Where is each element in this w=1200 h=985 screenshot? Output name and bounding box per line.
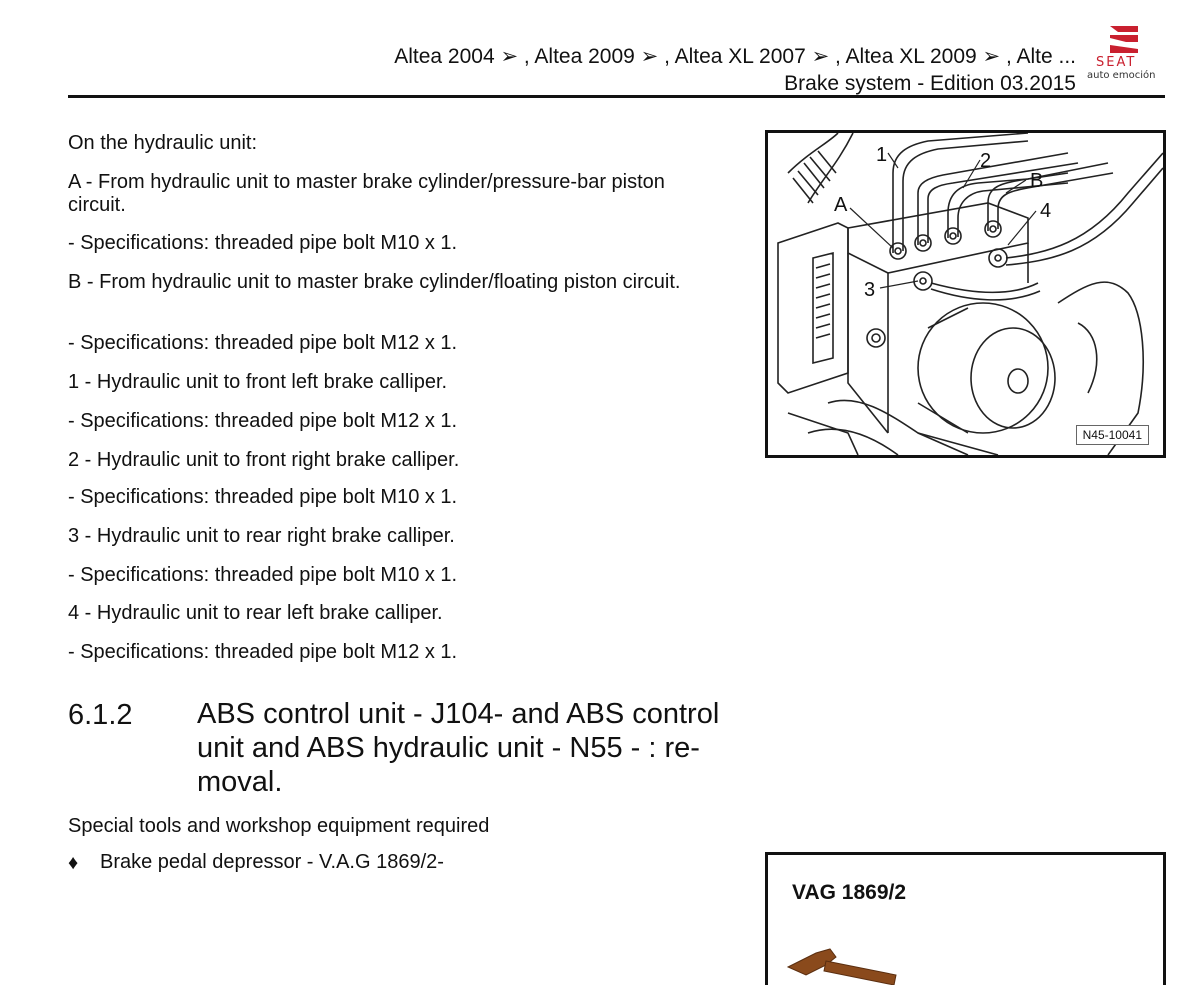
spec-2: - Specifications: threaded pipe bolt M10 x 1.	[68, 486, 458, 508]
header-subtitle: Brake system - Edition 03.2015	[784, 72, 1076, 95]
spec-b: - Specifications: threaded pipe bolt M12 x 1.	[68, 332, 458, 354]
callout-label-b: B	[1030, 170, 1044, 192]
callout-label-1: 1	[876, 144, 888, 166]
brake-pedal-depressor-icon	[786, 935, 926, 985]
item-b: B - From hydraulic unit to master brake cylinder/floating piston circuit.	[68, 271, 681, 293]
item-a: A - From hydraulic unit to master brake cylinder/pressure-bar piston circuit.	[68, 171, 665, 216]
callout-label-a: A	[834, 194, 848, 216]
header-models: Altea 2004 ➢ , Altea 2009 ➢ , Altea XL 2007 ➢ , Altea XL 2009 ➢ , Alte ...	[394, 45, 1076, 68]
item-1: 1 - Hydraulic unit to front left brake calliper.	[68, 371, 448, 393]
logo-tagline: auto emoción	[1087, 70, 1156, 81]
section-title: ABS control unit - J104- and ABS control unit and ABS hydraulic unit - N55 - : removal.	[197, 698, 720, 798]
section-number: 6.1.2	[68, 699, 133, 731]
hydraulic-unit-figure	[765, 130, 1166, 458]
spec-a: - Specifications: threaded pipe bolt M10 x 1.	[68, 232, 458, 254]
tool-item: Brake pedal depressor - V.A.G 1869/2-	[100, 851, 444, 873]
spec-1: - Specifications: threaded pipe bolt M12 x 1.	[68, 410, 458, 432]
bullet-diamond-icon: ♦	[68, 852, 79, 874]
callout-label-3: 3	[864, 279, 876, 301]
tool-figure-title: VAG 1869/2	[792, 881, 907, 904]
hydraulic-unit-illustration	[768, 133, 1163, 455]
item-4: 4 - Hydraulic unit to rear left brake calliper.	[68, 602, 443, 624]
callout-label-2: 2	[980, 150, 992, 172]
callout-label-4: 4	[1040, 200, 1052, 222]
tools-heading: Special tools and workshop equipment required	[68, 815, 490, 837]
spec-3: - Specifications: threaded pipe bolt M10 x 1.	[68, 564, 458, 586]
figure-id: N45-10041	[1076, 425, 1149, 445]
spec-4: - Specifications: threaded pipe bolt M12 x 1.	[68, 641, 458, 663]
item-2: 2 - Hydraulic unit to front right brake calliper.	[68, 449, 460, 471]
logo-wordmark: SEAT	[1096, 55, 1137, 70]
header-rule	[68, 95, 1165, 98]
intro-text: On the hydraulic unit:	[68, 132, 257, 154]
tool-figure	[765, 852, 1166, 985]
item-3: 3 - Hydraulic unit to rear right brake calliper.	[68, 525, 455, 547]
